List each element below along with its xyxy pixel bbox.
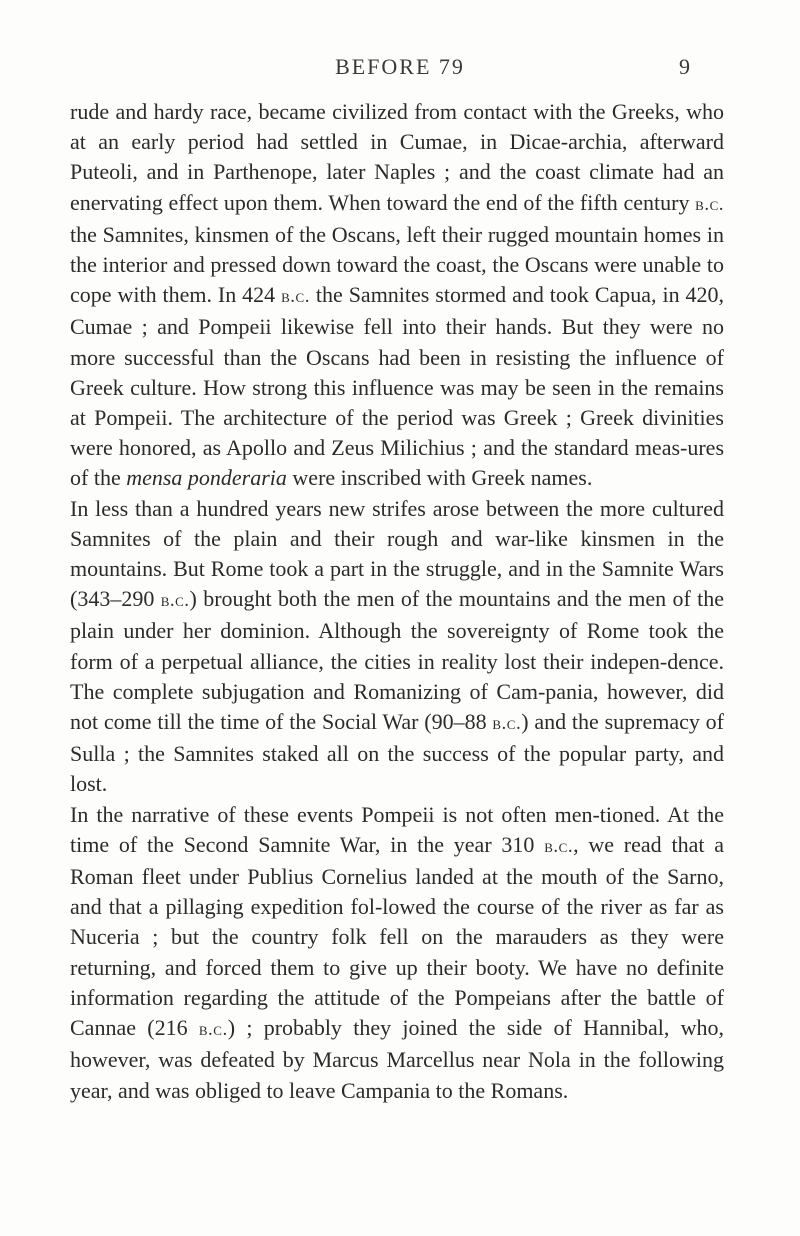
text-run: the Samnites stormed and took Capua, in 420, Cumae ; and Pompeii likewise fell into their hands. But they were no more successful than the Oscans had been in resisting the influence of Greek culture. How strong this influence was may be seen in the remains at Pompeii. The architecture of the period was Greek ; Greek divinities were honored, as Apollo and Zeus Milichius ; and the standard meas-ures of the (70, 282, 724, 491)
text-run: In less than a hundred years new strifes arose between the more cultured Samnites of the plain and their rough and war-like kinsmen in the mountains. But Rome took a part in the struggle, and in the Samnite Wars (343–290 (70, 495, 724, 612)
text-run: the Samnites, kinsmen of the Oscans, left their rugged mountain homes in the interior and pressed down toward the coast, the Oscans were unable to cope with them. In 424 (70, 221, 724, 308)
text-run: rude and hardy race, became civilized from contact with the Greeks, who at an early period had settled in Cumae, in Dicae-archia, afterward Puteoli, and in Parthenope, later Naples ; and the coast climate had an enervating effect upon them. When toward the end of the fifth century (70, 99, 724, 215)
body-text (70, 97, 724, 1106)
page-number: 9 (679, 54, 690, 79)
text-run: ) brought both the men of the mountains and the men of the plain under her dominion. Although the sovereignty of Rome took the form of a perpetual alliance, the cities in reality lost their indepen-dence. The complete subjugation and Romanizing of Cam-pania, however, did not come till the time of the Social War (90–88 (70, 586, 725, 735)
text-run: In the narrative of these events Pompeii is not often men-tioned. At the time of the Second Samnite War, in the year 310 (70, 801, 724, 857)
era-abbrev: b.c. (695, 193, 724, 215)
era-abbrev: b.c. (492, 713, 522, 735)
latin-term: mensa ponderaria (126, 465, 287, 491)
paragraph (70, 800, 724, 1106)
era-abbrev: b.c. (281, 286, 310, 308)
running-title-text: BEFORE 79 (335, 54, 465, 79)
text-run: , we read that a Roman fleet under Publius Cornelius landed at the mouth of the Sarno, and that a pillaging expedition fol-lowed the course of the river as far as Nuceria ; but the country folk fell on the marauders as they were returning, and forced them to give up their booty. We have no definite information regarding the attitude of the Pompeians after the battle of Cannae (216 (70, 831, 724, 1041)
era-abbrev: b.c. (198, 1019, 228, 1041)
paragraph (70, 494, 724, 800)
era-abbrev: b.c. (544, 835, 574, 857)
text-run: ) ; probably they joined the side of Hannibal, who, however, was defeated by Marcus Marcellus near Nola in the following year, and was obliged to leave Campania to the Romans. (70, 1015, 724, 1103)
text-run: were inscribed with Greek names. (286, 465, 593, 491)
text-run: ) and the supremacy of Sulla ; the Samnites staked all on the success of the popular party, and lost. (70, 709, 724, 797)
paragraph (70, 97, 724, 494)
running-head (0, 54, 800, 88)
era-abbrev: b.c. (160, 590, 190, 612)
